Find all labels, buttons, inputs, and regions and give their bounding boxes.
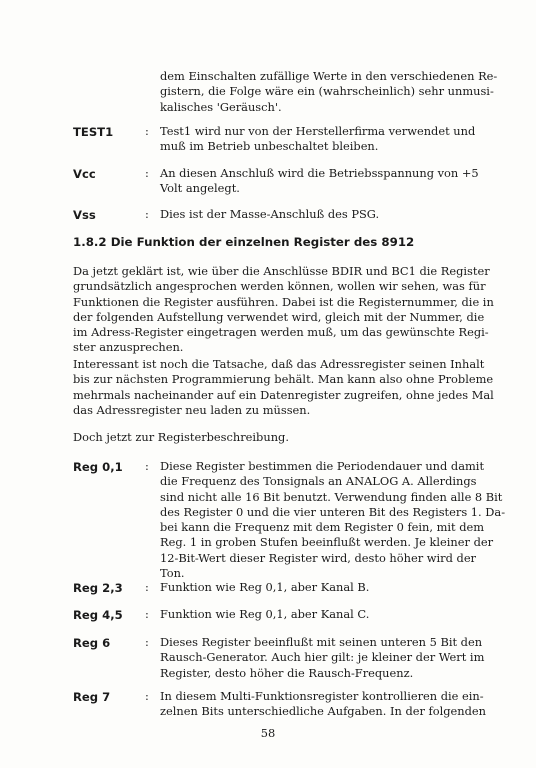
colon: : — [145, 580, 149, 594]
text-line: Da jetzt geklärt ist, wie über die Anschlüsse BDIR und BC1 die Register — [73, 264, 490, 278]
text-line: Funktion wie Reg 0,1, aber Kanal C. — [160, 607, 370, 621]
paragraph — [73, 357, 494, 418]
colon: : — [145, 459, 149, 473]
text-line: bis zur nächsten Programmierung behält. Man kann also ohne Probleme — [73, 372, 494, 387]
colon: : — [145, 207, 149, 221]
text-line: Diese Register bestimmen die Periodendauer und damit — [160, 459, 485, 473]
text-line: Rausch-Generator. Auch hier gilt: je kleiner der Wert im — [160, 650, 485, 665]
intro-continuation — [160, 69, 498, 115]
text-line: des Register 0 und die vier unteren Bit des Registers 1. Da- — [160, 504, 506, 519]
register-term: Reg 0,1 — [73, 460, 123, 474]
text-line: gistern, die Folge wäre ein (wahrscheinlich) sehr unmusi- — [160, 84, 494, 99]
text-line: Funktionen die Register ausführen. Dabei ist die Registernummer, die in — [73, 294, 494, 309]
register-definition — [160, 689, 486, 720]
register-term: Reg 6 — [73, 636, 111, 650]
text-line: das Adressregister neu laden zu müssen. — [73, 402, 311, 417]
register-term: Reg 2,3 — [73, 581, 123, 595]
register-term: Reg 7 — [73, 690, 111, 704]
colon: : — [145, 166, 149, 180]
paragraph — [73, 264, 494, 356]
text-line: die Frequenz des Tonsignals an ANALOG A. Allerdings — [160, 474, 477, 489]
paragraph — [73, 430, 486, 445]
pin-definition — [160, 207, 486, 222]
page-number: 58 — [260, 726, 276, 740]
colon: : — [145, 124, 149, 138]
text-line: ster anzusprechen. — [73, 340, 184, 355]
text-line: der folgenden Aufstellung verwendet wird, gleich mit der Nummer, die — [73, 309, 485, 324]
register-definition — [160, 580, 486, 595]
pin-term: Vcc — [73, 167, 96, 181]
text-line: zelnen Bits unterschiedliche Aufgaben. In der folgenden — [160, 704, 486, 719]
register-definition — [160, 459, 506, 581]
text-line: Volt angelegt. — [160, 181, 240, 196]
colon: : — [145, 689, 149, 703]
text-line: bei kann die Frequenz mit dem Register 0 fein, mit dem — [160, 520, 485, 535]
text-line: dem Einschalten zufällige Werte in den verschiedenen Re- — [160, 69, 498, 83]
text-line: sind nicht alle 16 Bit benutzt. Verwendung finden alle 8 Bit — [160, 489, 503, 504]
text-line: im Adress-Register eingetragen werden muß, um das gewünschte Regi- — [73, 325, 489, 340]
section-heading: 1.8.2 Die Funktion der einzelnen Register des 8912 — [73, 235, 415, 249]
text-line: In diesem Multi-Funktionsregister kontrollieren die ein- — [160, 689, 484, 703]
text-line: Funktion wie Reg 0,1, aber Kanal B. — [160, 580, 370, 594]
colon: : — [145, 607, 149, 621]
pin-term: TEST1 — [73, 125, 114, 139]
text-line: Test1 wird nur von der Herstellerfirma verwendet und — [160, 124, 476, 138]
pin-definition — [160, 166, 486, 197]
pin-term: Vss — [73, 208, 96, 222]
text-line: mehrmals nacheinander auf ein Datenregister zugreifen, ohne jedes Mal — [73, 387, 494, 402]
text-line: Dieses Register beeinflußt mit seinen unteren 5 Bit den — [160, 635, 483, 649]
text-line: An diesen Anschluß wird die Betriebsspannung von +5 — [160, 166, 479, 180]
register-definition — [160, 607, 486, 622]
text-line: 12-Bit-Wert dieser Register wird, desto höher wird der — [160, 550, 476, 565]
text-line: Doch jetzt zur Registerbeschreibung. — [73, 430, 289, 444]
register-definition — [160, 635, 486, 681]
text-line: muß im Betrieb unbeschaltet bleiben. — [160, 139, 379, 154]
text-line: Dies ist der Masse-Anschluß des PSG. — [160, 207, 380, 221]
text-line: kalisches 'Geräusch'. — [160, 99, 282, 114]
colon: : — [145, 635, 149, 649]
text-line: Interessant ist noch die Tatsache, daß das Adressregister seinen Inhalt — [73, 357, 485, 371]
text-line: grundsätzlich angesprochen werden können, wollen wir sehen, was für — [73, 279, 486, 294]
text-line: Register, desto höher die Rausch-Frequenz. — [160, 665, 414, 680]
register-term: Reg 4,5 — [73, 608, 123, 622]
text-line: Ton. — [160, 566, 185, 581]
text-line: Reg. 1 in groben Stufen beeinflußt werden. Je kleiner der — [160, 535, 494, 550]
pin-definition — [160, 124, 486, 155]
